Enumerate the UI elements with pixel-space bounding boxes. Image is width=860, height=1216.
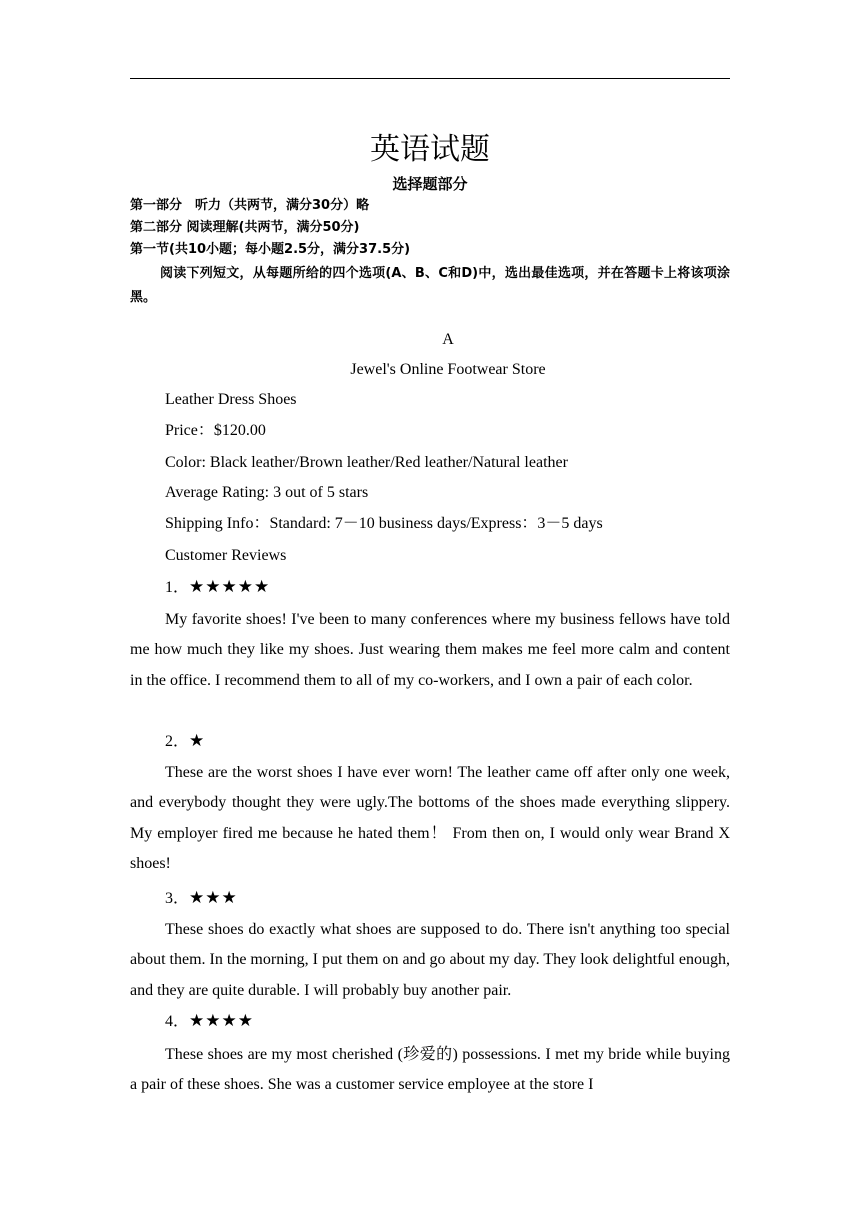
review-text: These shoes are my most cherished (珍爱的) possessions. I met my bride while buying a pair of these shoes. She was a customer service employee at the store I [130,1046,730,1094]
reviews-heading: Customer Reviews [165,547,287,564]
review-text: These are the worst shoes I have ever worn! The leather came off after only one week, and everybody thought they were ugly.The bottoms of the shoes made everything slippery. My employer fired me because he hated them！ From then on, I would only wear Brand X shoes! [130,764,730,872]
review-number: 4． [165,1013,190,1030]
average-rating: Average Rating: 3 out of 5 stars [165,484,369,501]
review-header [165,730,205,753]
product-price: Price：$120.00 [165,422,266,439]
review-text: These shoes do exactly what shoes are supposed to do. There isn't anything too special about them. In the morning, I put them on and go about my day. They look delightful enough, and they are quite durable. I will probably buy another pair. [130,921,730,999]
review-header [165,576,270,599]
review-number: 2． [165,733,190,750]
directions-paragraph: 阅读下列短文，从每题所给的四个选项(A、B、C和D)中，选出最佳选项，并在答题卡上将该项涂黑。 [130,266,730,305]
review-number: 3． [165,890,190,907]
review-header [165,887,238,910]
page-subtitle: 选择题部分 [392,175,468,193]
star-rating: ★★★★★ [189,577,271,597]
review-header [165,1010,254,1033]
shipping-info: Shipping Info：Standard: 7－10 business days/Express：3－5 days [165,515,603,532]
part1-line: 第一部分 听力（共两节，满分30分）略 [130,198,370,213]
review-number: 1． [165,579,190,596]
star-rating: ★★★★ [189,1011,254,1031]
product-color: Color: Black leather/Brown leather/Red leather/Natural leather [165,454,568,471]
passage-label: A [442,331,454,348]
star-rating: ★ [189,731,206,751]
part2-line: 第二部分 阅读理解(共两节，满分50分) [130,220,360,235]
section1-line: 第一节(共10小题；每小题2.5分，满分37.5分) [130,242,411,257]
store-title: Jewel's Online Footwear Store [350,361,546,378]
product-name: Leather Dress Shoes [165,391,297,408]
star-rating: ★★★ [189,888,238,908]
header-rule [130,78,730,79]
page-title: 英语试题 [370,132,490,167]
review-text: My favorite shoes! I've been to many conferences where my business fellows have told me how much they like my shoes. Just wearing them makes me feel more calm and content in the office. I recommend them to all of my co-workers, and I own a pair of each color. [130,611,730,689]
